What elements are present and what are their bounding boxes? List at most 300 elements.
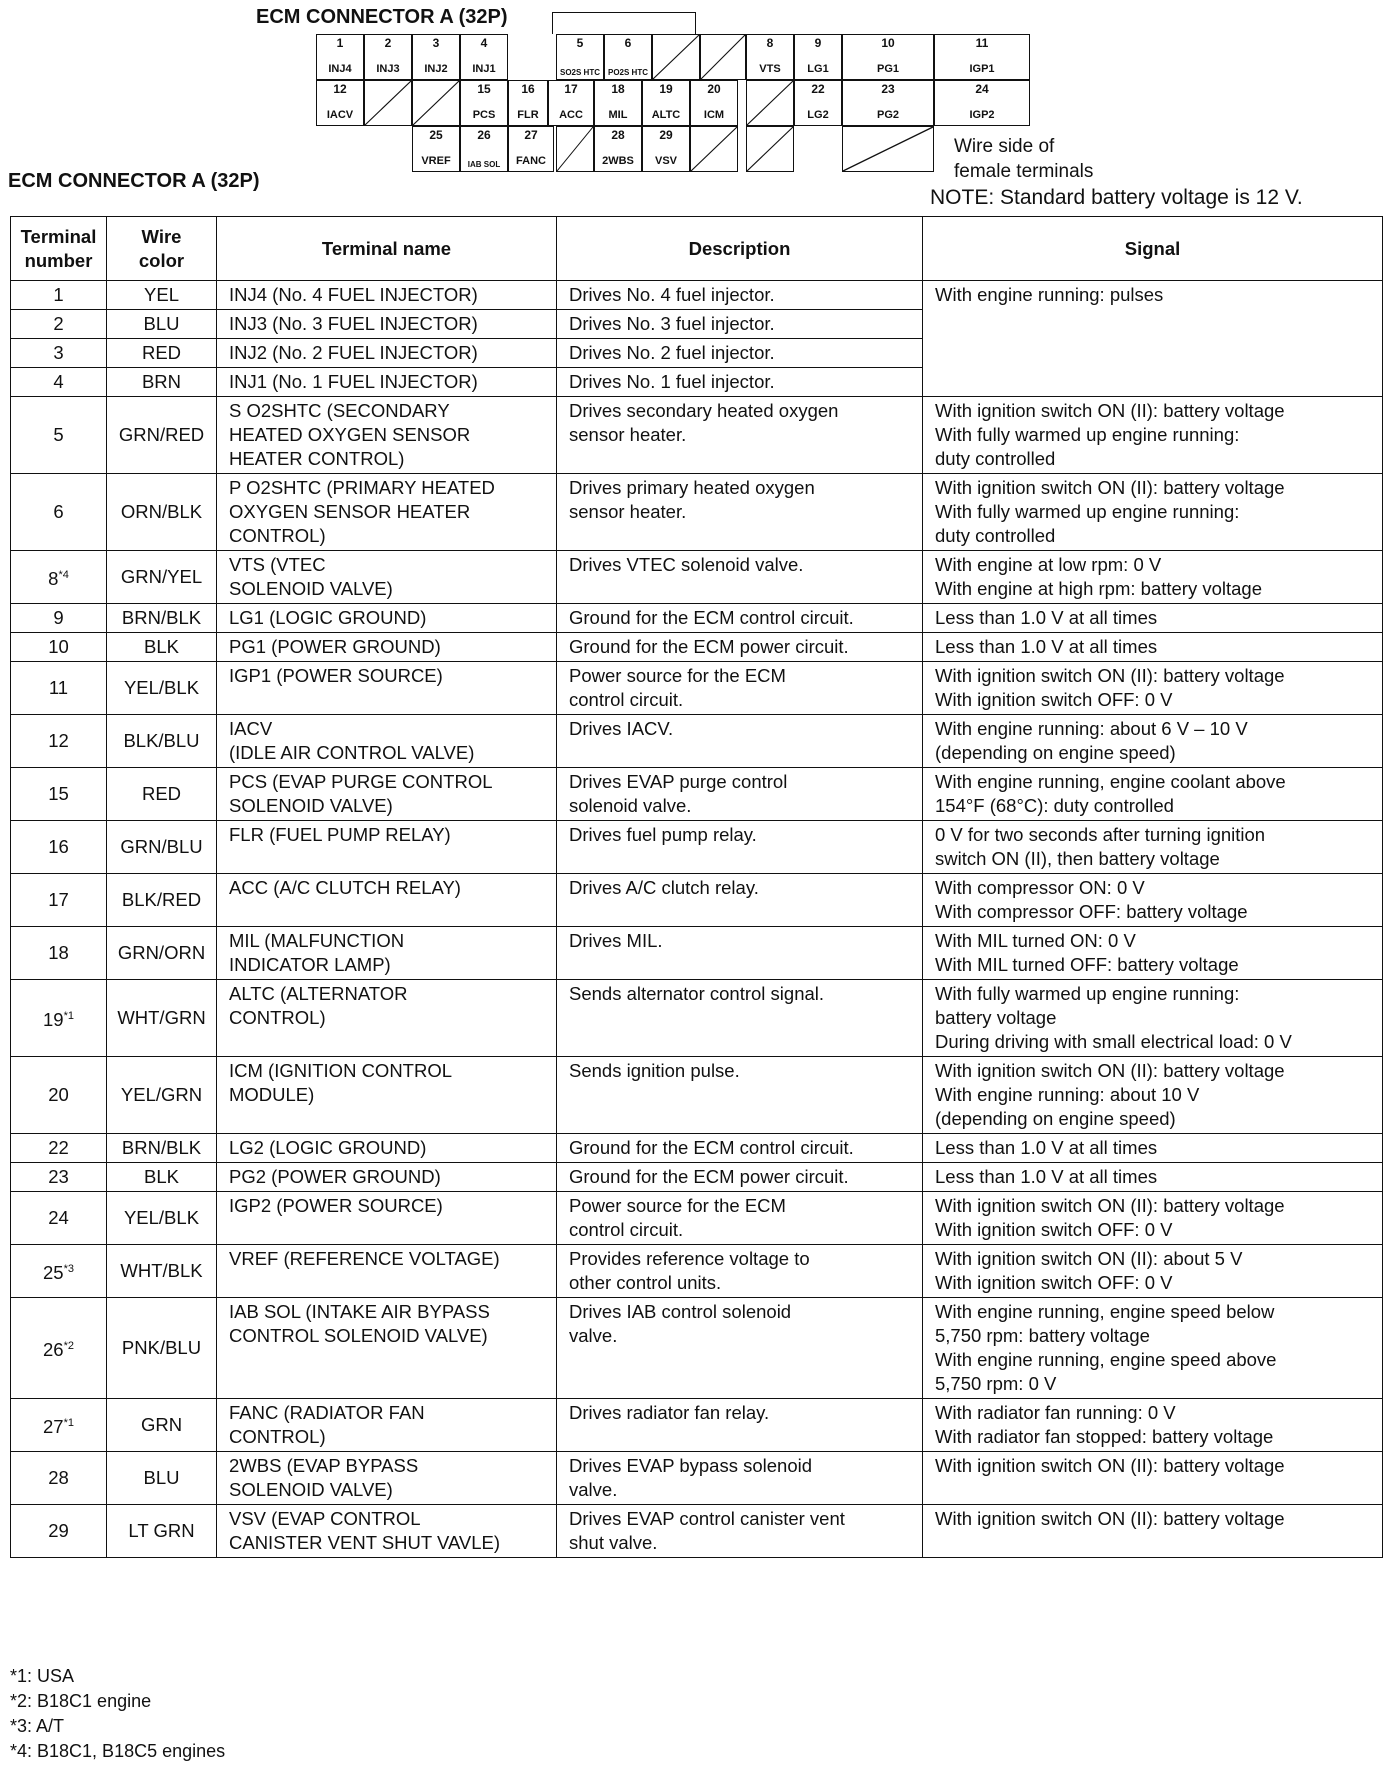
terminal-num: 19 bbox=[659, 82, 673, 96]
terminal-num: 24 bbox=[975, 82, 989, 96]
terminal-name-line: INDICATOR LAMP) bbox=[229, 954, 391, 975]
connector-terminal-24 bbox=[934, 80, 1030, 126]
signal bbox=[923, 1192, 1383, 1245]
description-line: Power source for the ECM bbox=[569, 1195, 786, 1216]
connector-empty-cavity bbox=[746, 80, 794, 126]
connector-terminal-5 bbox=[556, 34, 604, 80]
terminal-number-text: 11 bbox=[48, 677, 69, 698]
terminal-label: INJ3 bbox=[376, 63, 400, 75]
footnotes bbox=[10, 1664, 225, 1764]
signal bbox=[923, 768, 1383, 821]
terminal-name-line: MIL (MALFUNCTION bbox=[229, 930, 405, 951]
description bbox=[557, 662, 923, 715]
wire-color: YEL bbox=[107, 281, 217, 310]
signal bbox=[923, 1505, 1383, 1558]
connector-terminal-22 bbox=[794, 80, 842, 126]
terminal-number bbox=[11, 1134, 107, 1163]
connector-empty-cavity bbox=[690, 126, 738, 172]
terminal-number-text: 15 bbox=[48, 783, 69, 804]
terminal-label: SO2S HTC bbox=[559, 68, 600, 77]
connector-terminal-1 bbox=[316, 34, 364, 80]
terminal-number-text: 26 bbox=[43, 1339, 64, 1361]
terminal-num: 18 bbox=[611, 82, 625, 96]
terminal-name-line: SOLENOID VALVE) bbox=[229, 1479, 393, 1500]
terminal-number-text: 8 bbox=[48, 568, 59, 590]
signal-line: (depending on engine speed) bbox=[935, 1108, 1176, 1129]
terminal-name-line: INJ4 (No. 4 FUEL INJECTOR) bbox=[229, 284, 478, 305]
signal-line: With ignition switch ON (II): battery voltage bbox=[935, 1508, 1285, 1529]
signal-line: With compressor OFF: battery voltage bbox=[935, 901, 1248, 922]
connector-terminal-2 bbox=[364, 34, 412, 80]
description-line: Sends ignition pulse. bbox=[569, 1060, 740, 1081]
terminal-name-line: INJ2 (No. 2 FUEL INJECTOR) bbox=[229, 342, 478, 363]
terminal-name-line: VTS (VTEC bbox=[229, 554, 326, 575]
signal-line: With ignition switch ON (II): battery voltage bbox=[935, 1060, 1285, 1081]
wire-color: WHT/BLK bbox=[107, 1245, 217, 1298]
table-row bbox=[11, 821, 1383, 874]
footnote-ref: *1 bbox=[63, 1009, 74, 1022]
table-row bbox=[11, 1163, 1383, 1192]
wire-side-note bbox=[954, 134, 1093, 184]
description bbox=[557, 1452, 923, 1505]
terminal-name bbox=[217, 821, 557, 874]
terminal-label: IGP1 bbox=[969, 63, 995, 75]
terminal-name-line: ALTC (ALTERNATOR bbox=[229, 983, 408, 1004]
wire-color: GRN/YEL bbox=[107, 551, 217, 604]
table-row bbox=[11, 397, 1383, 474]
terminal-label: ICM bbox=[703, 109, 725, 121]
terminal-number-text: 3 bbox=[53, 342, 64, 363]
terminal-number bbox=[11, 368, 107, 397]
description-line: Power source for the ECM bbox=[569, 665, 786, 686]
terminal-name bbox=[217, 1134, 557, 1163]
wire-color: BLK/RED bbox=[107, 874, 217, 927]
description-line: sensor heater. bbox=[569, 424, 687, 445]
table-row bbox=[11, 281, 1383, 310]
connector-empty-cavity bbox=[364, 80, 412, 126]
description-line: Drives No. 2 fuel injector. bbox=[569, 342, 775, 363]
terminal-number bbox=[11, 980, 107, 1057]
signal bbox=[923, 604, 1383, 633]
terminal-label: PCS bbox=[472, 109, 496, 121]
table-row bbox=[11, 1399, 1383, 1452]
connector-terminal-28 bbox=[594, 126, 642, 172]
wire-color: RED bbox=[107, 768, 217, 821]
terminal-num: 26 bbox=[477, 128, 491, 142]
terminal-number-text: 18 bbox=[48, 942, 69, 963]
signal-line: With engine at high rpm: battery voltage bbox=[935, 578, 1263, 599]
signal bbox=[923, 1298, 1383, 1399]
table-row bbox=[11, 1452, 1383, 1505]
connector-terminal-8 bbox=[746, 34, 794, 80]
description bbox=[557, 604, 923, 633]
signal bbox=[923, 397, 1383, 474]
terminal-num: 3 bbox=[432, 36, 440, 50]
terminal-number bbox=[11, 1057, 107, 1134]
table-row bbox=[11, 551, 1383, 604]
description bbox=[557, 1057, 923, 1134]
signal-line: With engine running, engine coolant above bbox=[935, 771, 1286, 792]
signal bbox=[923, 1134, 1383, 1163]
terminal-num: 4 bbox=[480, 36, 488, 50]
terminal-number bbox=[11, 874, 107, 927]
description bbox=[557, 874, 923, 927]
terminal-num: 29 bbox=[659, 128, 673, 142]
connector-terminal-12 bbox=[316, 80, 364, 126]
signal-line: 5,750 rpm: battery voltage bbox=[935, 1325, 1150, 1346]
description bbox=[557, 339, 923, 368]
signal-line: With engine running: pulses bbox=[935, 284, 1164, 305]
description bbox=[557, 1298, 923, 1399]
terminal-name-line: VSV (EVAP CONTROL bbox=[229, 1508, 421, 1529]
signal-line: With ignition switch OFF: 0 V bbox=[935, 689, 1173, 710]
terminal-number-text: 5 bbox=[53, 424, 64, 445]
description-line: Drives radiator fan relay. bbox=[569, 1402, 770, 1423]
terminal-number-text: 4 bbox=[53, 371, 64, 392]
signal-line: With engine running: about 10 V bbox=[935, 1084, 1200, 1105]
wire-color: ORN/BLK bbox=[107, 474, 217, 551]
wire-color: RED bbox=[107, 339, 217, 368]
terminal-name-line: CONTROL) bbox=[229, 1426, 326, 1447]
wire-color: GRN/BLU bbox=[107, 821, 217, 874]
terminal-number-text: 9 bbox=[53, 607, 64, 628]
description bbox=[557, 1399, 923, 1452]
description bbox=[557, 768, 923, 821]
footnote-ref: *1 bbox=[63, 1416, 74, 1429]
table-row bbox=[11, 980, 1383, 1057]
terminal-num: 25 bbox=[429, 128, 443, 142]
signal-line: 0 V for two seconds after turning ignition bbox=[935, 824, 1266, 845]
signal-line: duty controlled bbox=[935, 448, 1056, 469]
wire-color: YEL/BLK bbox=[107, 1192, 217, 1245]
terminal-label: FANC bbox=[516, 155, 546, 167]
signal bbox=[923, 368, 1383, 397]
terminal-number-text: 20 bbox=[48, 1084, 69, 1105]
terminal-number bbox=[11, 1298, 107, 1399]
signal-line: During driving with small electrical load: 0 V bbox=[935, 1031, 1292, 1052]
signal bbox=[923, 551, 1383, 604]
terminal-name-line: LG1 (LOGIC GROUND) bbox=[229, 607, 427, 628]
description-line: Drives EVAP bypass solenoid bbox=[569, 1455, 813, 1476]
description-line: Drives No. 4 fuel injector. bbox=[569, 284, 775, 305]
terminal-label: INJ1 bbox=[472, 63, 496, 75]
signal bbox=[923, 1399, 1383, 1452]
terminal-name bbox=[217, 551, 557, 604]
description-line: valve. bbox=[569, 1479, 618, 1500]
description-line: Drives No. 3 fuel injector. bbox=[569, 313, 775, 334]
connector-terminal-3 bbox=[412, 34, 460, 80]
terminal-number-text: 17 bbox=[48, 889, 69, 910]
description bbox=[557, 980, 923, 1057]
connector-terminal-9 bbox=[794, 34, 842, 80]
wire-side-line2: female terminals bbox=[954, 161, 1094, 182]
terminal-label: INJ4 bbox=[328, 63, 352, 75]
terminal-number bbox=[11, 474, 107, 551]
signal-line: With ignition switch ON (II): battery voltage bbox=[935, 400, 1285, 421]
terminal-number-text: 24 bbox=[48, 1207, 69, 1228]
terminal-name bbox=[217, 397, 557, 474]
terminal-label: ALTC bbox=[651, 109, 681, 121]
signal-line: (depending on engine speed) bbox=[935, 742, 1176, 763]
terminal-num: 8 bbox=[766, 36, 774, 50]
connector-terminal-17 bbox=[548, 80, 594, 126]
connector-terminal-19 bbox=[642, 80, 690, 126]
signal-line: duty controlled bbox=[935, 525, 1056, 546]
terminal-name bbox=[217, 281, 557, 310]
terminal-name-line: CANISTER VENT SHUT VAVLE) bbox=[229, 1532, 501, 1553]
terminal-name-line: PG2 (POWER GROUND) bbox=[229, 1166, 441, 1187]
signal bbox=[923, 927, 1383, 980]
terminal-label: LG2 bbox=[807, 109, 829, 121]
terminal-name-line: IGP2 (POWER SOURCE) bbox=[229, 1195, 443, 1216]
description-line: Drives A/C clutch relay. bbox=[569, 877, 759, 898]
wire-color: BLU bbox=[107, 1452, 217, 1505]
terminal-name bbox=[217, 368, 557, 397]
table-row bbox=[11, 1057, 1383, 1134]
terminal-label: PO2S HTC bbox=[607, 68, 648, 77]
terminal-name bbox=[217, 633, 557, 662]
signal bbox=[923, 633, 1383, 662]
table-row bbox=[11, 1298, 1383, 1399]
signal-line: Less than 1.0 V at all times bbox=[935, 1166, 1158, 1187]
description-line: Sends alternator control signal. bbox=[569, 983, 825, 1004]
connector-empty-cavity bbox=[746, 126, 794, 172]
wire-color: BRN bbox=[107, 368, 217, 397]
wire-color: BRN/BLK bbox=[107, 604, 217, 633]
terminal-num: 28 bbox=[611, 128, 625, 142]
battery-note: NOTE: Standard battery voltage is 12 V. bbox=[930, 186, 1303, 209]
terminal-label: IACV bbox=[326, 109, 354, 121]
signal-line: With compressor ON: 0 V bbox=[935, 877, 1145, 898]
terminal-name bbox=[217, 1505, 557, 1558]
table-header-row bbox=[11, 217, 1383, 281]
table-row bbox=[11, 874, 1383, 927]
wire-color: BLK bbox=[107, 1163, 217, 1192]
signal bbox=[923, 339, 1383, 368]
terminal-num: 12 bbox=[333, 82, 347, 96]
footnote-ref: *4 bbox=[58, 568, 69, 581]
diagram-title: ECM CONNECTOR A (32P) bbox=[256, 6, 508, 28]
wire-color: BLK/BLU bbox=[107, 715, 217, 768]
table-row bbox=[11, 768, 1383, 821]
terminal-label: VSV bbox=[654, 155, 677, 167]
wire-color: YEL/GRN bbox=[107, 1057, 217, 1134]
terminal-number-text: 22 bbox=[48, 1137, 69, 1158]
signal bbox=[923, 474, 1383, 551]
terminal-num: 23 bbox=[881, 82, 895, 96]
terminal-name-line: ICM (IGNITION CONTROL bbox=[229, 1060, 453, 1081]
terminal-num: 15 bbox=[477, 82, 491, 96]
terminal-name bbox=[217, 768, 557, 821]
header-signal: Signal bbox=[923, 217, 1383, 281]
wire-color: BLU bbox=[107, 310, 217, 339]
signal-line: 154°F (68°C): duty controlled bbox=[935, 795, 1174, 816]
terminal-number-text: 19 bbox=[43, 1009, 64, 1031]
connector-terminal-20 bbox=[690, 80, 738, 126]
description bbox=[557, 1192, 923, 1245]
signal bbox=[923, 310, 1383, 339]
description bbox=[557, 1505, 923, 1558]
terminal-number bbox=[11, 1245, 107, 1298]
signal-line: Less than 1.0 V at all times bbox=[935, 636, 1158, 657]
signal-line: With engine running, engine speed above bbox=[935, 1349, 1277, 1370]
connector-empty-cavity bbox=[412, 80, 460, 126]
terminal-name-line: CONTROL SOLENOID VALVE) bbox=[229, 1325, 488, 1346]
signal-line: switch ON (II), then battery voltage bbox=[935, 848, 1220, 869]
connector-terminal-29 bbox=[642, 126, 690, 172]
description-line: Drives MIL. bbox=[569, 930, 663, 951]
ecm-terminal-table bbox=[10, 216, 1383, 1558]
signal-line: With MIL turned OFF: battery voltage bbox=[935, 954, 1239, 975]
table-row bbox=[11, 1134, 1383, 1163]
terminal-name-line: PCS (EVAP PURGE CONTROL bbox=[229, 771, 493, 792]
connector-terminal-27 bbox=[508, 126, 554, 172]
terminal-number-text: 25 bbox=[43, 1262, 64, 1284]
terminal-num: 17 bbox=[564, 82, 578, 96]
wire-color: BRN/BLK bbox=[107, 1134, 217, 1163]
wire-color: GRN bbox=[107, 1399, 217, 1452]
description bbox=[557, 821, 923, 874]
wire-color: YEL/BLK bbox=[107, 662, 217, 715]
signal-line: With fully warmed up engine running: bbox=[935, 424, 1240, 445]
signal-line: Less than 1.0 V at all times bbox=[935, 1137, 1158, 1158]
terminal-number bbox=[11, 633, 107, 662]
connector-terminal-25 bbox=[412, 126, 460, 172]
terminal-number-text: 1 bbox=[53, 284, 64, 305]
terminal-num: 16 bbox=[521, 82, 535, 96]
terminal-name bbox=[217, 1245, 557, 1298]
terminal-number-text: 6 bbox=[53, 501, 64, 522]
terminal-label: LG1 bbox=[807, 63, 829, 75]
signal-line: With fully warmed up engine running: bbox=[935, 983, 1240, 1004]
signal-line: With ignition switch OFF: 0 V bbox=[935, 1219, 1173, 1240]
connector-terminal-15 bbox=[460, 80, 508, 126]
description-line: Ground for the ECM control circuit. bbox=[569, 607, 854, 628]
terminal-num: 22 bbox=[811, 82, 825, 96]
terminal-label: IGP2 bbox=[969, 109, 995, 121]
terminal-label: PG1 bbox=[876, 63, 899, 75]
terminal-number-text: 27 bbox=[43, 1416, 64, 1438]
description-line: solenoid valve. bbox=[569, 795, 692, 816]
connector-terminal-10 bbox=[842, 34, 934, 80]
terminal-number-text: 28 bbox=[48, 1467, 69, 1488]
terminal-number bbox=[11, 551, 107, 604]
description-line: Ground for the ECM power circuit. bbox=[569, 1166, 849, 1187]
terminal-number bbox=[11, 1452, 107, 1505]
wire-color: LT GRN bbox=[107, 1505, 217, 1558]
terminal-name-line: INJ1 (No. 1 FUEL INJECTOR) bbox=[229, 371, 478, 392]
terminal-name bbox=[217, 1057, 557, 1134]
signal-line: With radiator fan stopped: battery voltage bbox=[935, 1426, 1274, 1447]
table-row bbox=[11, 633, 1383, 662]
signal-line: With ignition switch ON (II): battery voltage bbox=[935, 477, 1285, 498]
terminal-number bbox=[11, 662, 107, 715]
description-line: Drives No. 1 fuel injector. bbox=[569, 371, 775, 392]
description-line: Drives EVAP purge control bbox=[569, 771, 788, 792]
terminal-name-line: PG1 (POWER GROUND) bbox=[229, 636, 441, 657]
terminal-number bbox=[11, 1399, 107, 1452]
description-line: Drives IAB control solenoid bbox=[569, 1301, 792, 1322]
footnote-ref: *2 bbox=[63, 1339, 74, 1352]
connector-diagram bbox=[0, 0, 1392, 209]
terminal-number-text: 29 bbox=[48, 1520, 69, 1541]
terminal-name-line: SOLENOID VALVE) bbox=[229, 795, 393, 816]
terminal-name-line: 2WBS (EVAP BYPASS bbox=[229, 1455, 419, 1476]
terminal-name bbox=[217, 604, 557, 633]
description bbox=[557, 715, 923, 768]
description bbox=[557, 1163, 923, 1192]
signal-line: Less than 1.0 V at all times bbox=[935, 607, 1158, 628]
terminal-number bbox=[11, 1505, 107, 1558]
terminal-name-line: (IDLE AIR CONTROL VALVE) bbox=[229, 742, 475, 763]
terminal-name-line: S O2SHTC (SECONDARY bbox=[229, 400, 450, 421]
terminal-number bbox=[11, 1192, 107, 1245]
signal-line: With MIL turned ON: 0 V bbox=[935, 930, 1136, 951]
terminal-label: VTS bbox=[759, 63, 781, 75]
section-title: ECM CONNECTOR A (32P) bbox=[8, 170, 260, 192]
terminal-number bbox=[11, 339, 107, 368]
terminal-number bbox=[11, 397, 107, 474]
terminal-name-line: VREF (REFERENCE VOLTAGE) bbox=[229, 1248, 500, 1269]
description bbox=[557, 551, 923, 604]
signal-line: With engine running, engine speed below bbox=[935, 1301, 1275, 1322]
terminal-number bbox=[11, 1163, 107, 1192]
terminal-name bbox=[217, 310, 557, 339]
terminal-name bbox=[217, 1163, 557, 1192]
terminal-name-line: CONTROL) bbox=[229, 525, 326, 546]
table-row bbox=[11, 1245, 1383, 1298]
signal bbox=[923, 662, 1383, 715]
signal bbox=[923, 821, 1383, 874]
description bbox=[557, 1134, 923, 1163]
terminal-name-line: IAB SOL (INTAKE AIR BYPASS bbox=[229, 1301, 490, 1322]
signal bbox=[923, 715, 1383, 768]
description-line: Drives fuel pump relay. bbox=[569, 824, 757, 845]
terminal-num: 20 bbox=[707, 82, 721, 96]
signal-line: With radiator fan running: 0 V bbox=[935, 1402, 1176, 1423]
description-line: Drives VTEC solenoid valve. bbox=[569, 554, 804, 575]
description bbox=[557, 310, 923, 339]
terminal-name bbox=[217, 1298, 557, 1399]
terminal-name bbox=[217, 474, 557, 551]
connector-terminal-16 bbox=[508, 80, 548, 126]
terminal-name bbox=[217, 927, 557, 980]
description-line: Drives secondary heated oxygen bbox=[569, 400, 839, 421]
terminal-name bbox=[217, 715, 557, 768]
footnote: *4: B18C1, B18C5 engines bbox=[10, 1741, 226, 1761]
terminal-label: ACC bbox=[559, 109, 583, 121]
terminal-number bbox=[11, 768, 107, 821]
signal bbox=[923, 1163, 1383, 1192]
signal-line: With ignition switch ON (II): battery voltage bbox=[935, 1195, 1285, 1216]
terminal-label: IAB SOL bbox=[467, 160, 501, 169]
terminal-name-line: FLR (FUEL PUMP RELAY) bbox=[229, 824, 451, 845]
table-row bbox=[11, 662, 1383, 715]
signal bbox=[923, 1057, 1383, 1134]
wire-color: GRN/RED bbox=[107, 397, 217, 474]
terminal-number bbox=[11, 281, 107, 310]
terminal-name bbox=[217, 662, 557, 715]
table-row bbox=[11, 339, 1383, 368]
terminal-name bbox=[217, 1452, 557, 1505]
description bbox=[557, 397, 923, 474]
terminal-name-line: OXYGEN SENSOR HEATER bbox=[229, 501, 471, 522]
description-line: Drives IACV. bbox=[569, 718, 674, 739]
signal bbox=[923, 1245, 1383, 1298]
connector-terminal-26 bbox=[460, 126, 508, 172]
wire-color: BLK bbox=[107, 633, 217, 662]
description-line: Drives EVAP control canister vent bbox=[569, 1508, 845, 1529]
